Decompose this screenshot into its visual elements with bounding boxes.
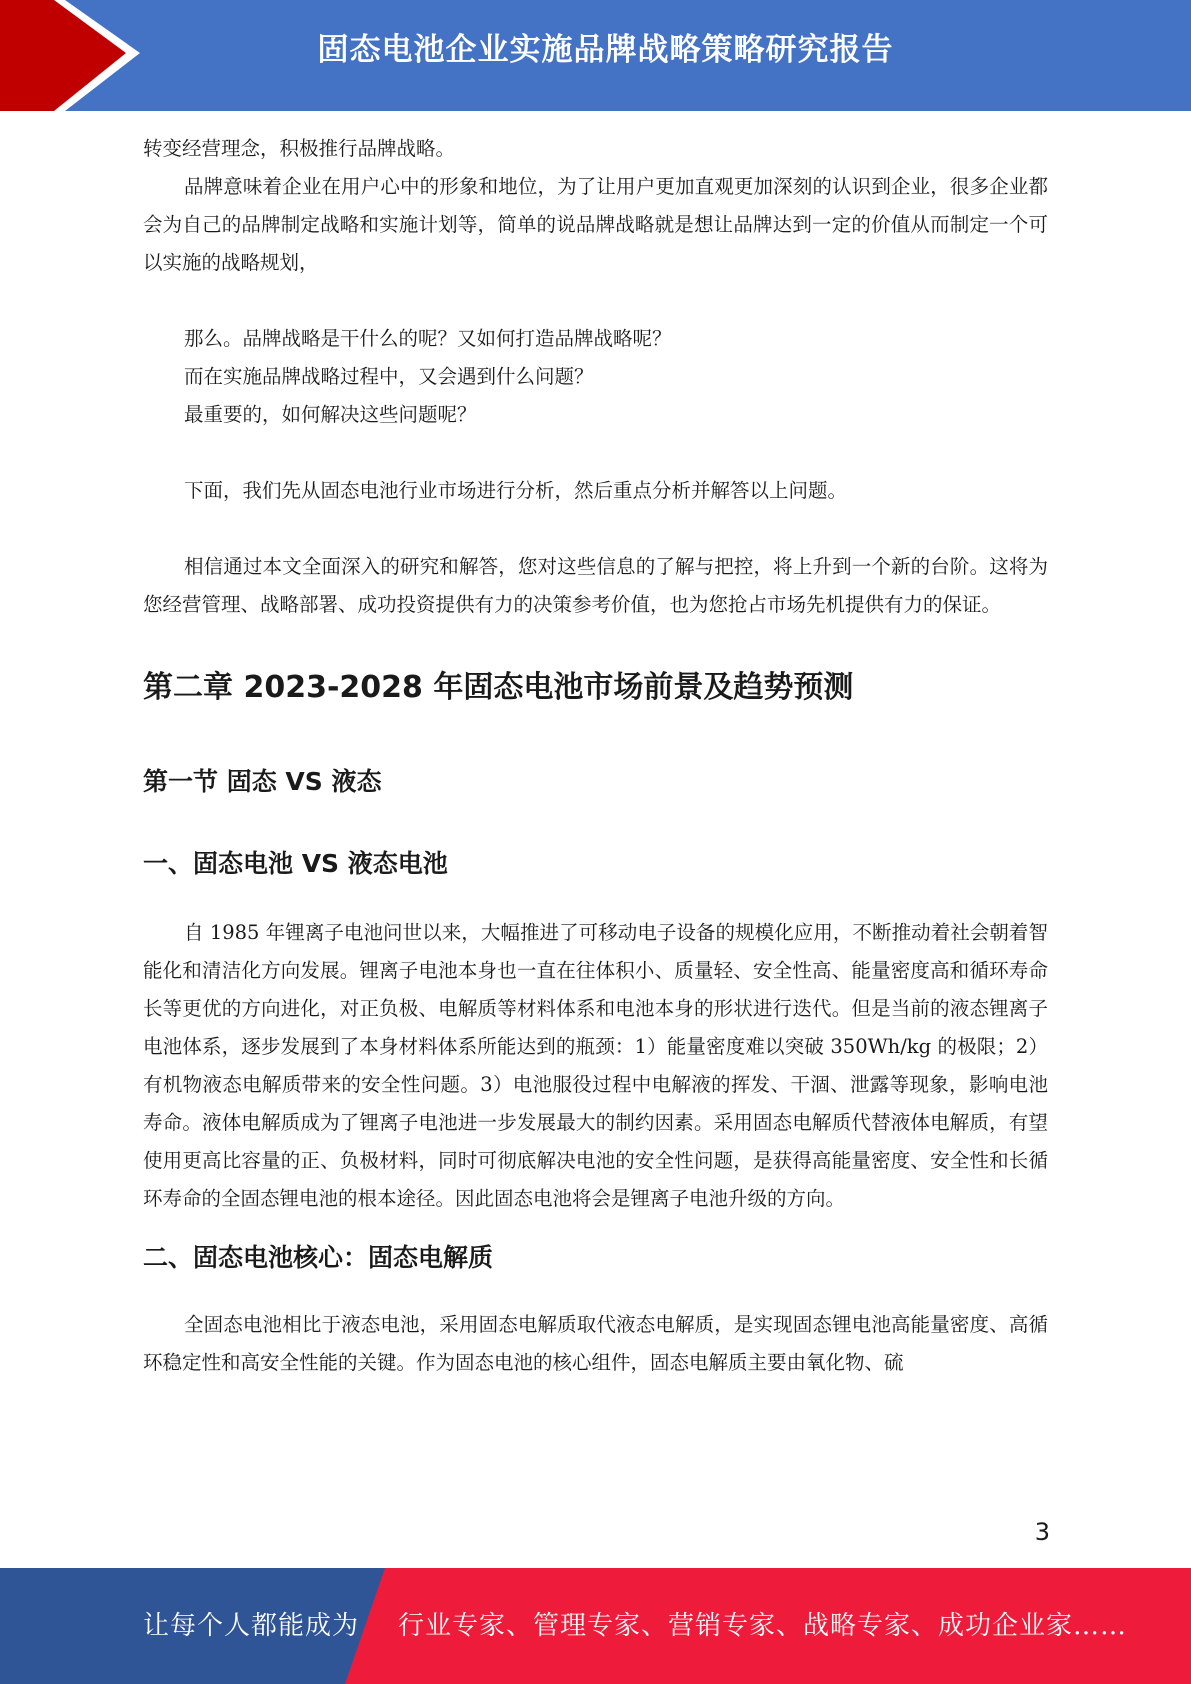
report-title: 固态电池企业实施品牌战略策略研究报告 [317,32,894,68]
footer-slogan-right: 行业专家、管理专家、营销专家、战略专家、成功企业家…… [398,1611,1128,1641]
paragraph-solid-electrolyte: 全固态电池相比于液态电池，采用固态电解质取代液态电解质，是实现固态锂电池高能量密度、高循环稳定性和高安全性能的关键。作为固态电池的核心组件，固态电解质主要由氧化物、硫 [143,1313,1048,1374]
paragraph-brand-meaning: 品牌意味着企业在用户心中的形象和地位，为了让用户更加直观更加深刻的认识到企业，很多企业都会为自己的品牌制定战略和实施计划等，简单的说品牌战略就是想让品牌达到一定的价值从而制定一个可以实施的战略规划， [143,175,1048,274]
question-line-1: 那么。品牌战略是干什么的呢？又如何打造品牌战略呢？ [184,327,672,350]
subsection-title-2: 二、固态电池核心：固态电解质 [143,1243,494,1272]
question-line-2: 而在实施品牌战略过程中，又会遇到什么问题？ [184,365,594,388]
paragraph-intro: 转变经营理念，积极推行品牌战略。 [143,137,456,160]
paragraph-liquid-vs-solid: 自 1985 年锂离子电池问世以来，大幅推进了可移动电子设备的规模化应用，不断推动着社会朝着智能化和清洁化方向发展。锂离子电池本身也一直在往体积小、质量轻、安全性高、能量密度高和循环寿命长等更优的方向进化，对正负极、电解质等材料体系和电池本身的形状进行迭代。但是当前的液态锂离子电池体系，逐步发展到了本身材料体系所能达到的瓶颈：1）能量密度难以突破 350Wh/kg 的极限；2）有机物液态电解质带来的安全性问题。3）电池服役过程中电解液的挥发、干涸、泄露等现象，影响电池寿命。液体电解质成为了锂离子电池进一步发展最大的制约因素。采用固态电解质代替液体电解质，有望使用更高比容量的正、负极材料，同时可彻底解决电池的安全性问题，是获得高能量密度、安全性和长循环寿命的全固态锂电池的根本途径。因此固态电池将会是锂离子电池升级的方向。 [143,921,1048,1210]
page-content [143,130,1048,1382]
chapter-title: 第二章 2023-2028 年固态电池市场前景及趋势预测 [143,670,854,705]
page-number: 3 [1034,1518,1050,1546]
red-chevron-icon [0,0,160,111]
paragraph-value: 相信通过本文全面深入的研究和解答，您对这些信息的了解与把控，将上升到一个新的台阶。这将为您经营管理、战略部署、成功投资提供有力的决策参考价值，也为您抢占市场先机提供有力的保证。 [143,555,1048,616]
header-banner [0,0,1191,111]
question-line-3: 最重要的，如何解决这些问题呢？ [184,403,477,426]
footer-slogan-left: 让每个人都能成为 [143,1611,360,1641]
section-title: 第一节 固态 VS 液态 [143,767,382,796]
footer-banner [0,1568,1191,1684]
subsection-title-1: 一、固态电池 VS 液态电池 [143,849,448,878]
paragraph-analysis-plan: 下面，我们先从固态电池行业市场进行分析，然后重点分析并解答以上问题。 [184,479,848,502]
